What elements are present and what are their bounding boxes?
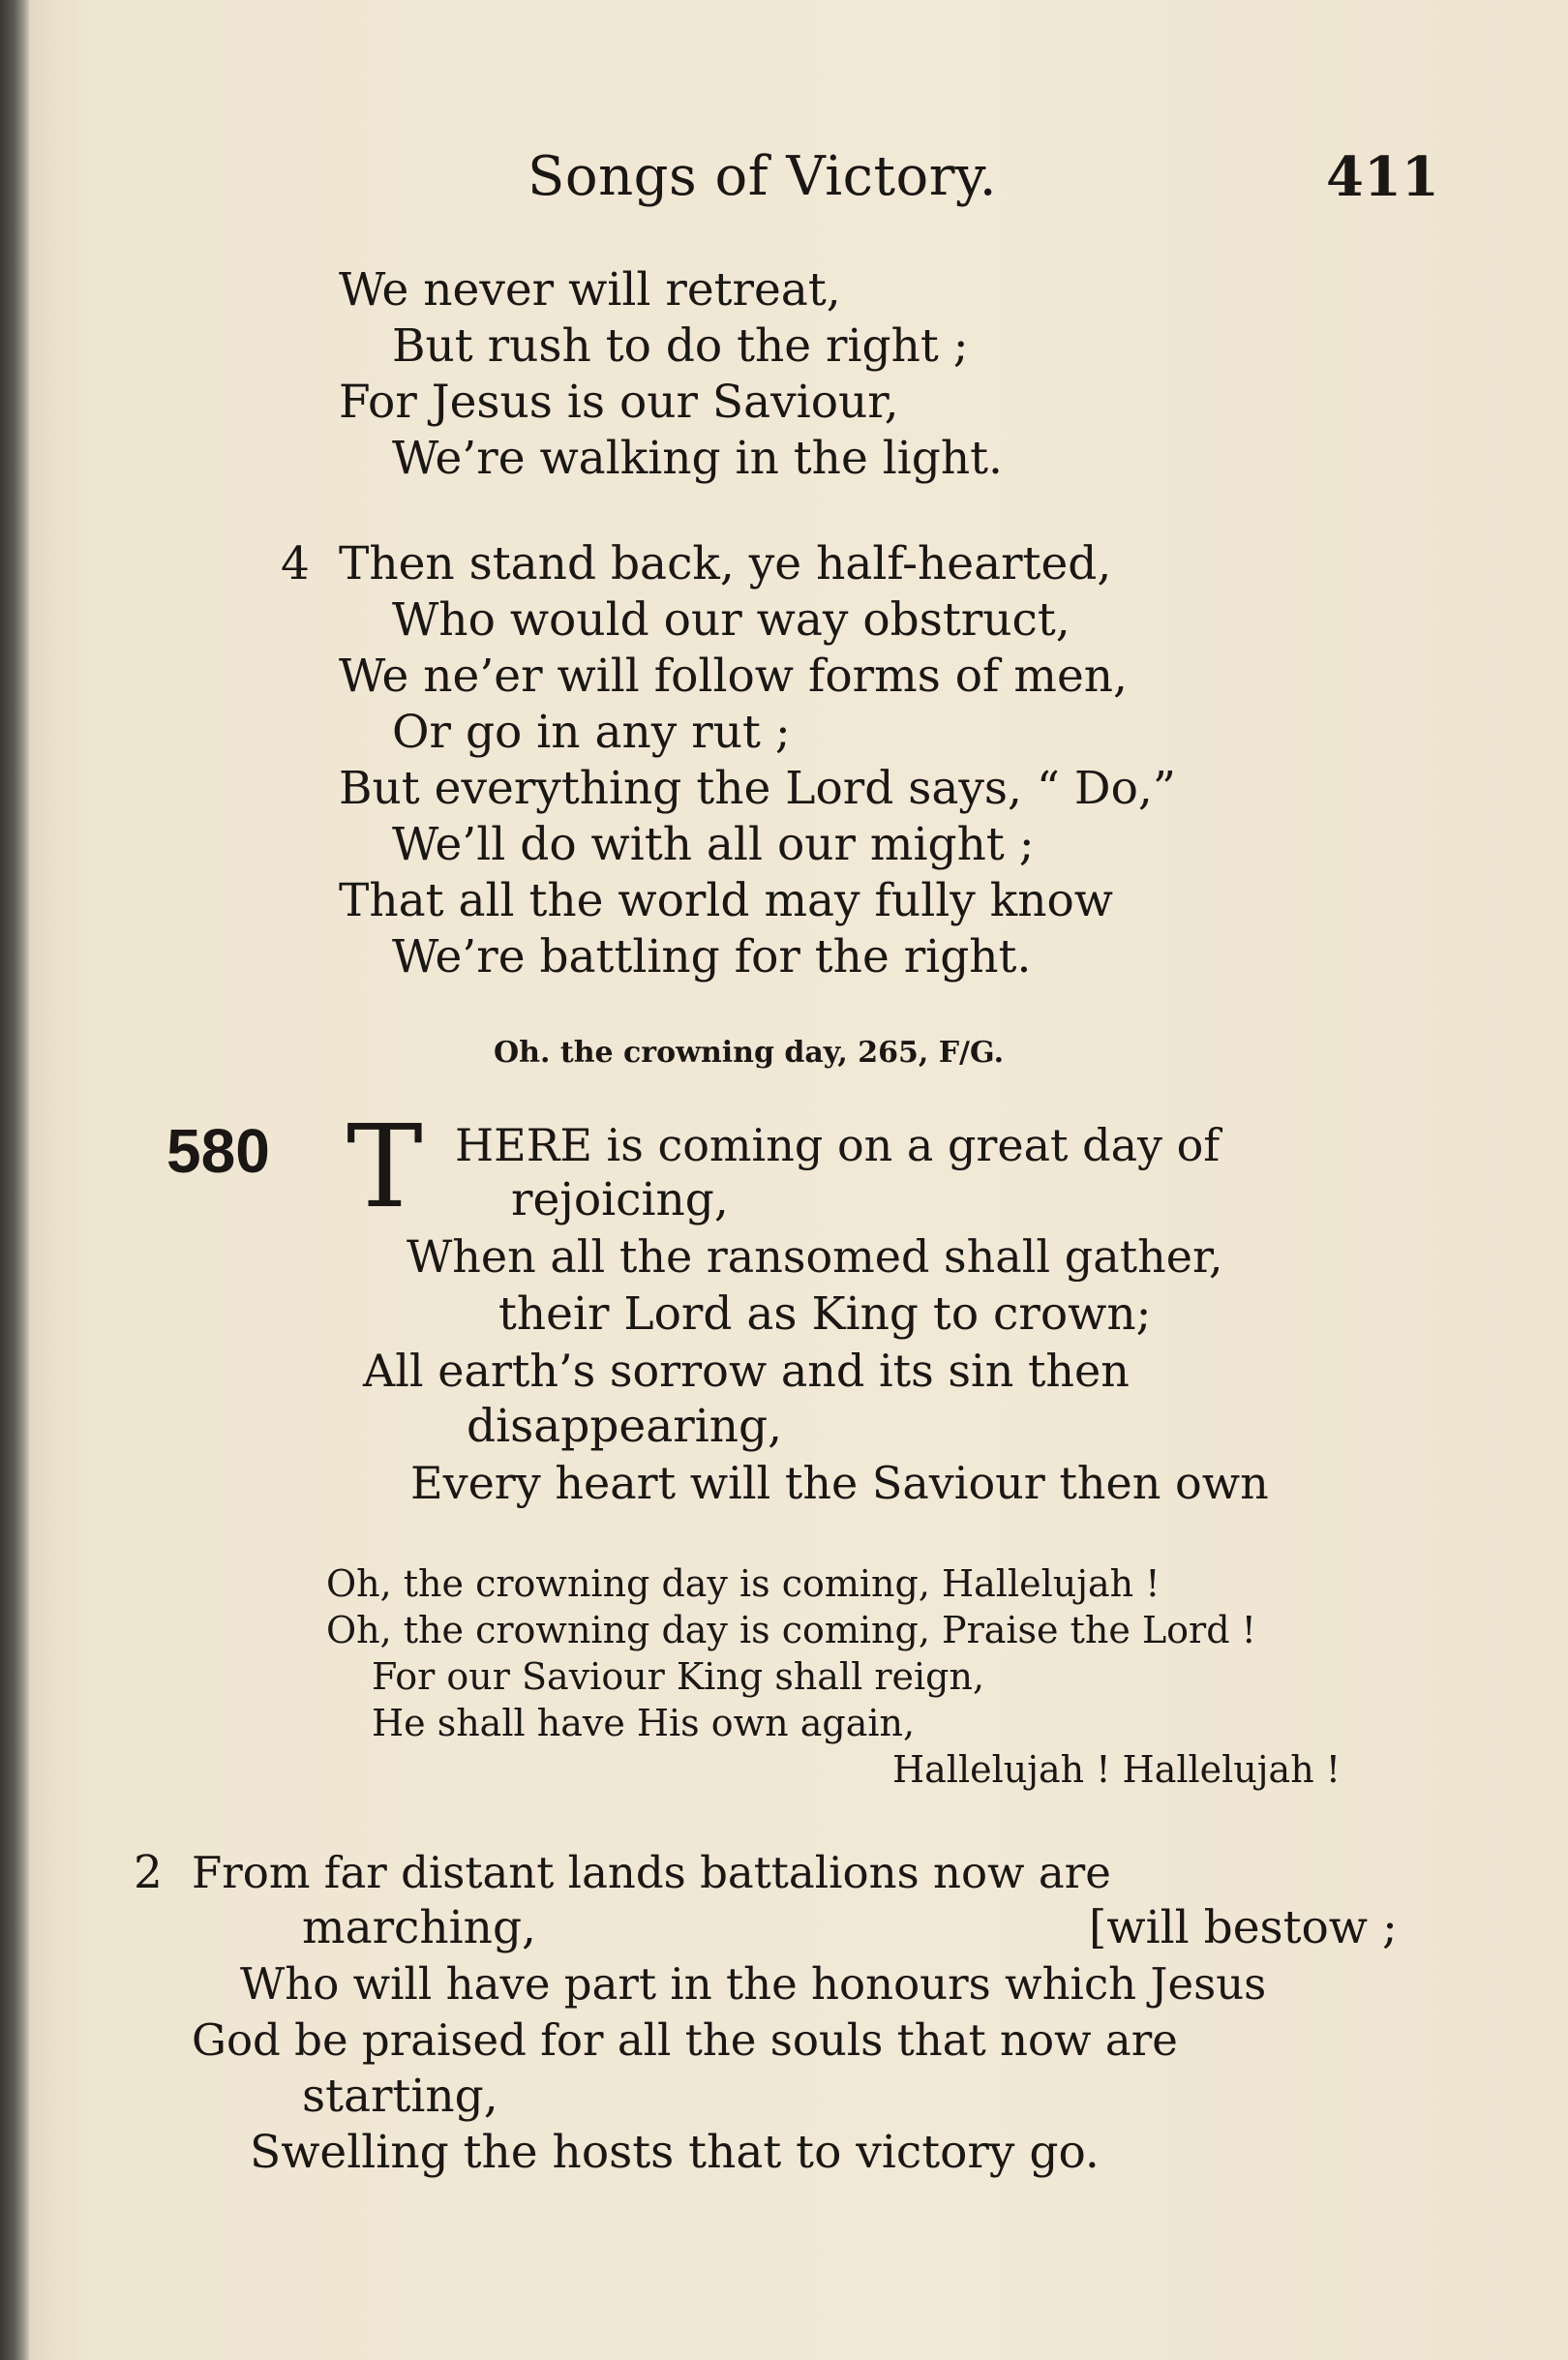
verse-line: disappearing, xyxy=(467,1400,783,1453)
verse-line: But rush to do the right ; xyxy=(392,319,969,373)
verse-line: We’re battling for the right. xyxy=(392,930,1032,983)
drop-cap: T xyxy=(347,1100,423,1233)
hymn-number: 580 xyxy=(166,1116,270,1186)
verse-line: Who would our way obstruct, xyxy=(392,593,1070,647)
verse-line: Who will have part in the honours which Jesus xyxy=(240,1958,1267,2010)
chorus-line: Hallelujah ! Hallelujah ! xyxy=(892,1748,1342,1791)
verse-line: We ne’er will follow forms of men, xyxy=(339,650,1128,703)
verse-line: But everything the Lord says, “ Do,” xyxy=(339,762,1176,815)
verse-line: When all the ransomed shall gather, xyxy=(407,1230,1223,1283)
chorus-line: For our Saviour King shall reign, xyxy=(372,1655,985,1698)
page-header xyxy=(0,145,1568,232)
verse-line: Then stand back, ye half-hearted, xyxy=(339,537,1112,590)
chorus-line: Oh, the crowning day is coming, Praise the Lord ! xyxy=(326,1609,1256,1651)
chorus-line: He shall have His own again, xyxy=(372,1702,916,1744)
chorus-line: Oh, the crowning day is coming, Hallelujah ! xyxy=(326,1562,1161,1605)
verse-line: HERE is coming on a great day of xyxy=(455,1119,1221,1171)
verse-line: marching, xyxy=(302,1901,536,1954)
verse-line: [will bestow ; xyxy=(1089,1901,1398,1954)
verse-line: God be praised for all the souls that now are xyxy=(192,2014,1178,2066)
verse-number: 4 xyxy=(281,537,310,590)
verse-line: That all the world may fully know xyxy=(339,874,1114,927)
verse-line: Or go in any rut ; xyxy=(392,706,791,759)
verse-number: 2 xyxy=(134,1846,163,1899)
verse-line: We never will retreat, xyxy=(339,263,841,317)
verse-line: their Lord as King to crown; xyxy=(498,1287,1152,1341)
verse-line: We’ll do with all our might ; xyxy=(392,818,1035,871)
verse-line: starting, xyxy=(302,2070,498,2123)
book-binding-edge xyxy=(0,0,29,2360)
verse-line: Swelling the hosts that to victory go. xyxy=(250,2126,1100,2179)
verse-line: We’re walking in the light. xyxy=(392,432,1003,485)
verse-line: rejoicing, xyxy=(511,1173,729,1226)
verse-line: All earth’s sorrow and its sin then xyxy=(363,1345,1130,1397)
running-title: Songs of Victory. xyxy=(528,145,997,208)
tune-reference: Oh. the crowning day, 265, F/G. xyxy=(494,1036,1005,1070)
page-number: 411 xyxy=(1326,145,1439,209)
verse-line: Every heart will the Saviour then own xyxy=(410,1457,1269,1509)
verse-line: From far distant lands battalions now are xyxy=(192,1847,1111,1898)
verse-line: For Jesus is our Saviour, xyxy=(339,376,899,429)
